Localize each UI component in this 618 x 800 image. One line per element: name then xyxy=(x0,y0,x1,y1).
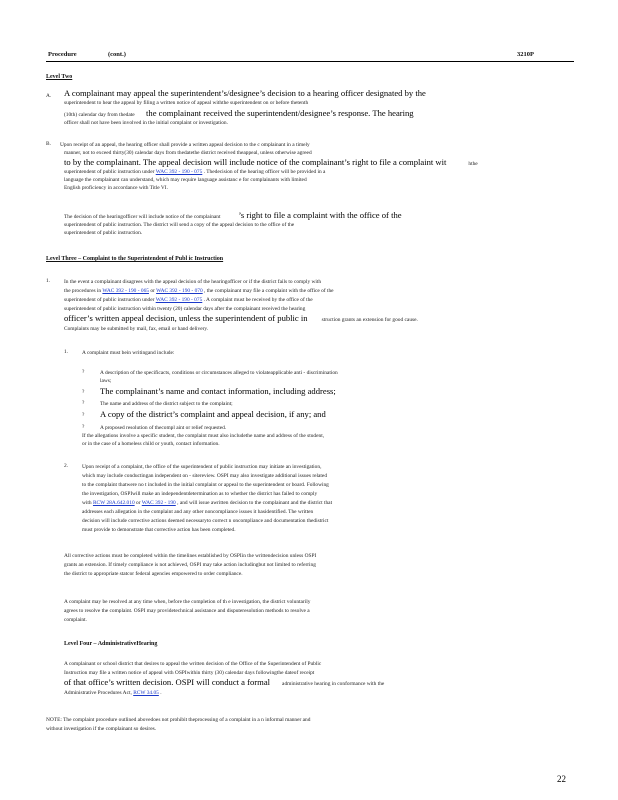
wac-392-190-075-link-2[interactable]: WAC 392 - 190 - 075 xyxy=(155,297,203,303)
wac-392-190-link[interactable]: WAC 392 - 190 xyxy=(141,500,176,506)
bullet-description-cont: laws; xyxy=(100,378,112,384)
item-a-line4: officer shall not have been involved in the initial complaint or investigation. xyxy=(64,120,228,126)
item-a-line3 xyxy=(64,108,564,119)
item-b-line4 xyxy=(64,168,325,176)
item-b-line3 xyxy=(64,157,478,168)
page-number: 22 xyxy=(557,774,566,784)
item-1-line2 xyxy=(64,287,334,295)
homeless-child-line: or in the case of a homeless child or youth, contact information. xyxy=(82,441,220,447)
item-a-line2: superintendent to hear the appeal by filing a written notice of appeal withthe superintendent on or before thetenth xyxy=(64,100,309,106)
item-a-line3-small: (10th) calendar day from thedate xyxy=(64,112,135,118)
sub-2-line7: decision will include corrective actions deemed necessaryto correct n oncompliance and documentation thedistrict xyxy=(82,518,329,524)
item-a-marker: A. xyxy=(46,93,52,99)
level-four-line4 xyxy=(64,689,162,697)
sub-2-line5 xyxy=(82,499,332,507)
item-c-line2: superintendent of public instruction. The district will send a copy of the appeal decision to the office of the xyxy=(64,222,295,228)
sub-2-line8: must provide to demonstrate that corrective action has been completed. xyxy=(82,527,236,533)
corrective-line2: grants an extension. If timely compliance is not achieved, OSPI may take action includingbut not limited to referring xyxy=(64,562,316,568)
item-1-line1: In the event a complainant disagrees with the appeal decision of the hearingofficer or if the district fails to comply with xyxy=(64,279,322,285)
bullet-icon: ? xyxy=(82,424,85,430)
resolve-line3: complaint. xyxy=(64,617,87,623)
corrective-line3: the district to appropriate statcor federal agencies empowered to order compliance. xyxy=(64,571,243,577)
item-c-line1 xyxy=(64,210,402,221)
item-b-marker: B. xyxy=(46,141,51,147)
item-1-marker: 1. xyxy=(46,278,51,284)
page-header xyxy=(46,49,574,62)
bullet-icon: ? xyxy=(82,389,85,395)
corrective-line1: All corrective actions must be completed within the timelines established by OSPIin the writtendecision unless OSPI xyxy=(64,553,317,559)
sub-2-marker: 2. xyxy=(64,463,69,469)
item-1-line3 xyxy=(64,296,313,304)
wac-392-190-070-link[interactable]: WAC 392 - 190 - 070 xyxy=(156,288,203,294)
bullet-description: A description of the specificacts, conditions or circumstances alleged to violateapplicable anti - discrimination xyxy=(100,370,338,376)
level-four-line3 xyxy=(64,677,384,688)
level-four-line2: Instruction may file a written notice of appeal with OSPIwithin thirty (30) calendar days followingthe dateof receipt xyxy=(64,670,315,676)
level-two-heading: Level Two xyxy=(46,74,73,80)
note-line2: without investigation if the complainant so desires. xyxy=(46,726,157,732)
resolve-line2: agrees to resolve the complaint. OSPI may providetechnical assistance and disputeresolution methods to resolve a xyxy=(64,608,310,614)
level-four-line4-post: . xyxy=(160,690,162,696)
item-b-line4-post: . Thedecision of the hearing officer will be provided in a xyxy=(203,169,326,175)
bullet-proposed-resolution: A proposed resolution of thecompl aint or relief requested. xyxy=(100,425,227,431)
item-a-lead: A complainant may appeal the superintendent’s/designee’s decision to a hearing officer designated by the xyxy=(64,88,426,98)
item-1-line4: superintendent of public instruction within twenty (20) calendar days after the complainant received the hearing xyxy=(64,306,306,312)
item-1-line5 xyxy=(64,313,418,324)
bullet-district-name: The name and address of the district subject to the complaint; xyxy=(100,401,233,407)
bullet-icon: ? xyxy=(82,400,85,406)
bullet-icon: ? xyxy=(82,369,85,375)
sub-2-line4: the investigation, OSPIwill make an independentdetermination as to whether the district has failed to comply xyxy=(82,491,318,497)
bullet-contact-info: The complainant’s name and contact information, including address; xyxy=(100,386,336,396)
sub-2-line5-pre: with xyxy=(82,500,92,506)
bullet-copy-decision: A copy of the district’s complaint and appeal decision, if any; and xyxy=(100,409,326,419)
level-four-line3-small: administrative hearing in conformance with the xyxy=(282,681,385,687)
resolve-line1: A complaint may be resolved at any time when, before the completion of th e investigation, the district voluntarily xyxy=(64,599,311,605)
sub-2-line6: addresses each allegation in the complaint and any other noncompliance issues it hasidentified. The written xyxy=(82,509,314,515)
header-procedure: Procedure xyxy=(48,51,77,58)
item-b-line4-pre: superintendent of public instruction under xyxy=(64,169,155,175)
sub-1-line: A complaint must bein writingand include: xyxy=(82,350,175,356)
sub-2-line1: Upon receipt of a complaint, the office of the superintendent of public instruction may initiate an investigation, xyxy=(82,464,322,470)
sub-1-marker: 1. xyxy=(64,349,69,355)
level-four-heading: Level Four – AdministrativeHearing xyxy=(64,641,158,647)
note-line1: NOTE: The complaint procedure outlined abovedoes not prohibit theprocessing of a complaint in a n informal manner and xyxy=(46,717,311,723)
student-allegation-line: If the allegations involve a specific student, the complaint must also includethe name and address of the student, xyxy=(82,433,325,439)
bullet-icon: ? xyxy=(82,412,85,418)
item-1-line5-small: struction grants an extension for good cause. xyxy=(321,317,418,323)
item-1-line2-pre: the procedures in xyxy=(64,288,102,294)
item-b-line5: language the complainant can understand, which may require language assistanc e for complainants with limited xyxy=(64,177,307,183)
wac-392-190-075-link[interactable]: WAC 392 - 190 - 075 xyxy=(155,169,203,175)
item-c-line3: superintendent of public instruction. xyxy=(64,230,143,236)
item-b-line2: manner, not to exceed thirty(30) calendar days from thedatethe district received theappeal, unless otherwise agreed xyxy=(64,150,312,156)
item-1-or: or xyxy=(150,288,155,294)
rcw-28a-642-010-link[interactable]: RCW 28A.642.010 xyxy=(92,500,135,506)
item-a-line3-big: the complainant received the superintendent/designee’s response. The hearing xyxy=(146,108,414,118)
item-b-line1: Upon receipt of an appeal, the hearing officer shall provide a written appeal decision to the c omplainant in a timely xyxy=(60,142,310,148)
sub-2-or: or xyxy=(136,500,141,506)
item-1-line3-post: . A complaint must be received by the office of the xyxy=(203,297,313,303)
item-1-line2-post: , the complainant may file a complaint with the office of the xyxy=(204,288,334,294)
rcw-34-05-link[interactable]: RCW 34.05 xyxy=(133,690,159,696)
item-1-line3-pre: superintendent of public instruction under xyxy=(64,297,155,303)
item-c-line1-small: The decision of the hearingofficer will include notice of the complainant xyxy=(64,214,221,220)
level-four-line4-pre: Administrative Procedures Act, xyxy=(64,690,132,696)
header-cont: (cont.) xyxy=(108,51,126,58)
item-c-line1-big: ’s right to file a complaint with the office of the xyxy=(238,210,402,220)
item-1-line6: Complaints may be submitted by mail, fax, email or hand delivery. xyxy=(64,326,209,332)
item-b-line6: English proficiency in accordance with Title VI. xyxy=(64,185,168,191)
sub-2-line3: to the complaint thatwere no t included in the initial complaint or appeal to the superintendent or board. Following xyxy=(82,482,329,488)
level-three-heading: Level Three – Complaint to the Superintendent of Publ ic Instruction xyxy=(46,256,224,262)
header-policy-number: 3210P xyxy=(517,51,534,58)
item-b-line3-small: hthe xyxy=(468,161,478,167)
item-b-line3-big: to by the complainant. The appeal decision will include notice of the complainant’s right to file a complaint wit xyxy=(64,157,447,167)
sub-2-line5-post: , and will issue awritten decision to the complainant and the district that xyxy=(177,500,333,506)
wac-392-190-065-link[interactable]: WAC 392 - 190 - 065 xyxy=(102,288,149,294)
level-four-line1: A complainant or school district that desires to appeal the written decision of the Office of the Superintendent of Public xyxy=(64,661,322,667)
level-four-line3-big: of that office’s written decision. OSPI will conduct a formal xyxy=(64,677,271,687)
item-1-line5-big: officer’s written appeal decision, unless the superintendent of public in xyxy=(64,313,308,323)
sub-2-line2: which may include conductingan independent on - sitereview. OSPI may also investigate additional issues related xyxy=(82,473,328,479)
